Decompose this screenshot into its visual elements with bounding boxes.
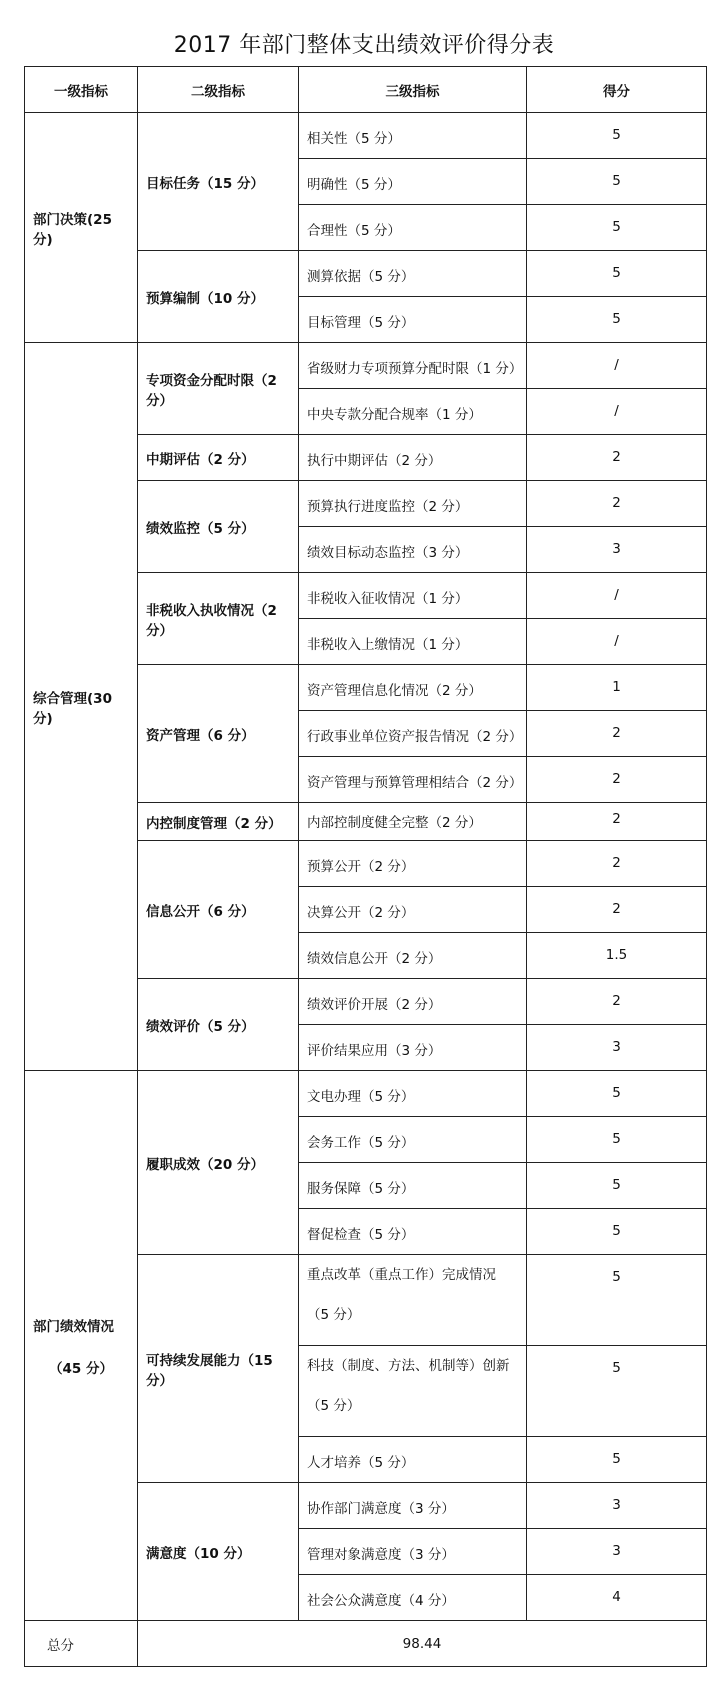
level3-cell: 人才培养（5 分） bbox=[299, 1437, 527, 1483]
level3-cell: 会务工作（5 分） bbox=[299, 1117, 527, 1163]
level3-cell: 执行中期评估（2 分） bbox=[299, 435, 527, 481]
header-level1: 一级指标 bbox=[25, 67, 138, 113]
level3-cell: 文电办理（5 分） bbox=[299, 1071, 527, 1117]
level3-cell: 绩效评价开展（2 分） bbox=[299, 979, 527, 1025]
level3-cell: 管理对象满意度（3 分） bbox=[299, 1529, 527, 1575]
score-cell: 3 bbox=[527, 527, 707, 573]
level2-cell: 信息公开（6 分） bbox=[138, 841, 299, 979]
score-cell: 5 bbox=[527, 1117, 707, 1163]
level1-cell bbox=[25, 343, 138, 1071]
level3-cell: 省级财力专项预算分配时限（1 分） bbox=[299, 343, 527, 389]
score-cell: / bbox=[527, 573, 707, 619]
score-cell: 5 bbox=[527, 1255, 707, 1346]
score-cell: 5 bbox=[527, 1437, 707, 1483]
score-cell: 5 bbox=[527, 113, 707, 159]
score-cell: 5 bbox=[527, 251, 707, 297]
header-score: 得分 bbox=[527, 67, 707, 113]
score-cell: 3 bbox=[527, 1483, 707, 1529]
level3-cell bbox=[299, 1255, 527, 1346]
score-cell: 2 bbox=[527, 887, 707, 933]
level1-label: 综合管理(30 分) bbox=[33, 690, 112, 727]
level2-cell: 履职成效（20 分） bbox=[138, 1071, 299, 1255]
score-cell: 4 bbox=[527, 1575, 707, 1621]
total-label: 总分 bbox=[25, 1621, 138, 1667]
score-cell: / bbox=[527, 343, 707, 389]
score-cell: / bbox=[527, 619, 707, 665]
level2-cell: 专项资金分配时限（2 分） bbox=[138, 343, 299, 435]
level3-cell: 资产管理与预算管理相结合（2 分） bbox=[299, 757, 527, 803]
level3-cell: 合理性（5 分） bbox=[299, 205, 527, 251]
level3-cell: 目标管理（5 分） bbox=[299, 297, 527, 343]
level2-cell: 预算编制（10 分） bbox=[138, 251, 299, 343]
score-cell: 2 bbox=[527, 803, 707, 841]
level3-cell: 绩效目标动态监控（3 分） bbox=[299, 527, 527, 573]
level3-cell: 行政事业单位资产报告情况（2 分） bbox=[299, 711, 527, 757]
score-cell: 2 bbox=[527, 841, 707, 887]
level2-cell: 内控制度管理（2 分） bbox=[138, 803, 299, 841]
level1-label: 部门绩效情况 bbox=[33, 1318, 114, 1335]
level1-cell bbox=[25, 1071, 138, 1621]
level2-cell: 非税收入执收情况（2 分） bbox=[138, 573, 299, 665]
score-cell: 3 bbox=[527, 1529, 707, 1575]
score-cell: 5 bbox=[527, 159, 707, 205]
page-title: 2017 年部门整体支出绩效评价得分表 bbox=[173, 33, 555, 58]
level3-cell: 绩效信息公开（2 分） bbox=[299, 933, 527, 979]
level1-label: 部门决策(25 分) bbox=[33, 211, 112, 248]
level2-cell: 满意度（10 分） bbox=[138, 1483, 299, 1621]
level3-cell: 非税收入上缴情况（1 分） bbox=[299, 619, 527, 665]
level3-cell: 评价结果应用（3 分） bbox=[299, 1025, 527, 1071]
level3-cell: 资产管理信息化情况（2 分） bbox=[299, 665, 527, 711]
level1-cell bbox=[25, 113, 138, 343]
score-cell: 1.5 bbox=[527, 933, 707, 979]
level3-label-line2: （5 分） bbox=[307, 1307, 361, 1323]
level2-cell: 目标任务（15 分） bbox=[138, 113, 299, 251]
score-cell: 5 bbox=[527, 205, 707, 251]
score-cell: 1 bbox=[527, 665, 707, 711]
level3-cell: 社会公众满意度（4 分） bbox=[299, 1575, 527, 1621]
score-cell: 5 bbox=[527, 1346, 707, 1437]
level2-cell: 绩效监控（5 分） bbox=[138, 481, 299, 573]
score-cell: 3 bbox=[527, 1025, 707, 1071]
header-level3: 三级指标 bbox=[299, 67, 527, 113]
table-row bbox=[25, 113, 707, 159]
level2-cell: 可持续发展能力（15 分） bbox=[138, 1255, 299, 1483]
level3-cell: 决算公开（2 分） bbox=[299, 887, 527, 933]
table-row bbox=[25, 1071, 707, 1117]
level3-cell bbox=[299, 1346, 527, 1437]
table-body bbox=[25, 113, 707, 1667]
table-row bbox=[25, 343, 707, 389]
level3-cell: 相关性（5 分） bbox=[299, 113, 527, 159]
score-cell: 5 bbox=[527, 1209, 707, 1255]
level3-cell: 明确性（5 分） bbox=[299, 159, 527, 205]
score-cell: / bbox=[527, 389, 707, 435]
score-cell: 2 bbox=[527, 979, 707, 1025]
level3-cell: 服务保障（5 分） bbox=[299, 1163, 527, 1209]
score-cell: 5 bbox=[527, 1163, 707, 1209]
level3-cell: 协作部门满意度（3 分） bbox=[299, 1483, 527, 1529]
total-row bbox=[25, 1621, 707, 1667]
level3-cell: 预算执行进度监控（2 分） bbox=[299, 481, 527, 527]
score-table bbox=[24, 66, 707, 1667]
level3-label-line2: （5 分） bbox=[307, 1398, 361, 1414]
level3-label-line1: 重点改革（重点工作）完成情况 bbox=[307, 1267, 496, 1283]
level1-sub-label: （45 分） bbox=[49, 1360, 113, 1377]
score-cell: 2 bbox=[527, 757, 707, 803]
score-cell: 5 bbox=[527, 297, 707, 343]
level2-cell: 绩效评价（5 分） bbox=[138, 979, 299, 1071]
level3-cell: 预算公开（2 分） bbox=[299, 841, 527, 887]
level3-cell: 测算依据（5 分） bbox=[299, 251, 527, 297]
level3-label-line1: 科技（制度、方法、机制等）创新 bbox=[307, 1358, 510, 1374]
level3-cell: 中央专款分配合规率（1 分） bbox=[299, 389, 527, 435]
level2-cell: 资产管理（6 分） bbox=[138, 665, 299, 803]
level3-cell: 非税收入征收情况（1 分） bbox=[299, 573, 527, 619]
total-value: 98.44 bbox=[138, 1621, 707, 1667]
level3-cell: 内部控制度健全完整（2 分） bbox=[299, 803, 527, 841]
level2-cell: 中期评估（2 分） bbox=[138, 435, 299, 481]
score-cell: 2 bbox=[527, 711, 707, 757]
score-cell: 2 bbox=[527, 435, 707, 481]
header-level2: 二级指标 bbox=[138, 67, 299, 113]
score-cell: 5 bbox=[527, 1071, 707, 1117]
level3-cell: 督促检查（5 分） bbox=[299, 1209, 527, 1255]
score-cell: 2 bbox=[527, 481, 707, 527]
